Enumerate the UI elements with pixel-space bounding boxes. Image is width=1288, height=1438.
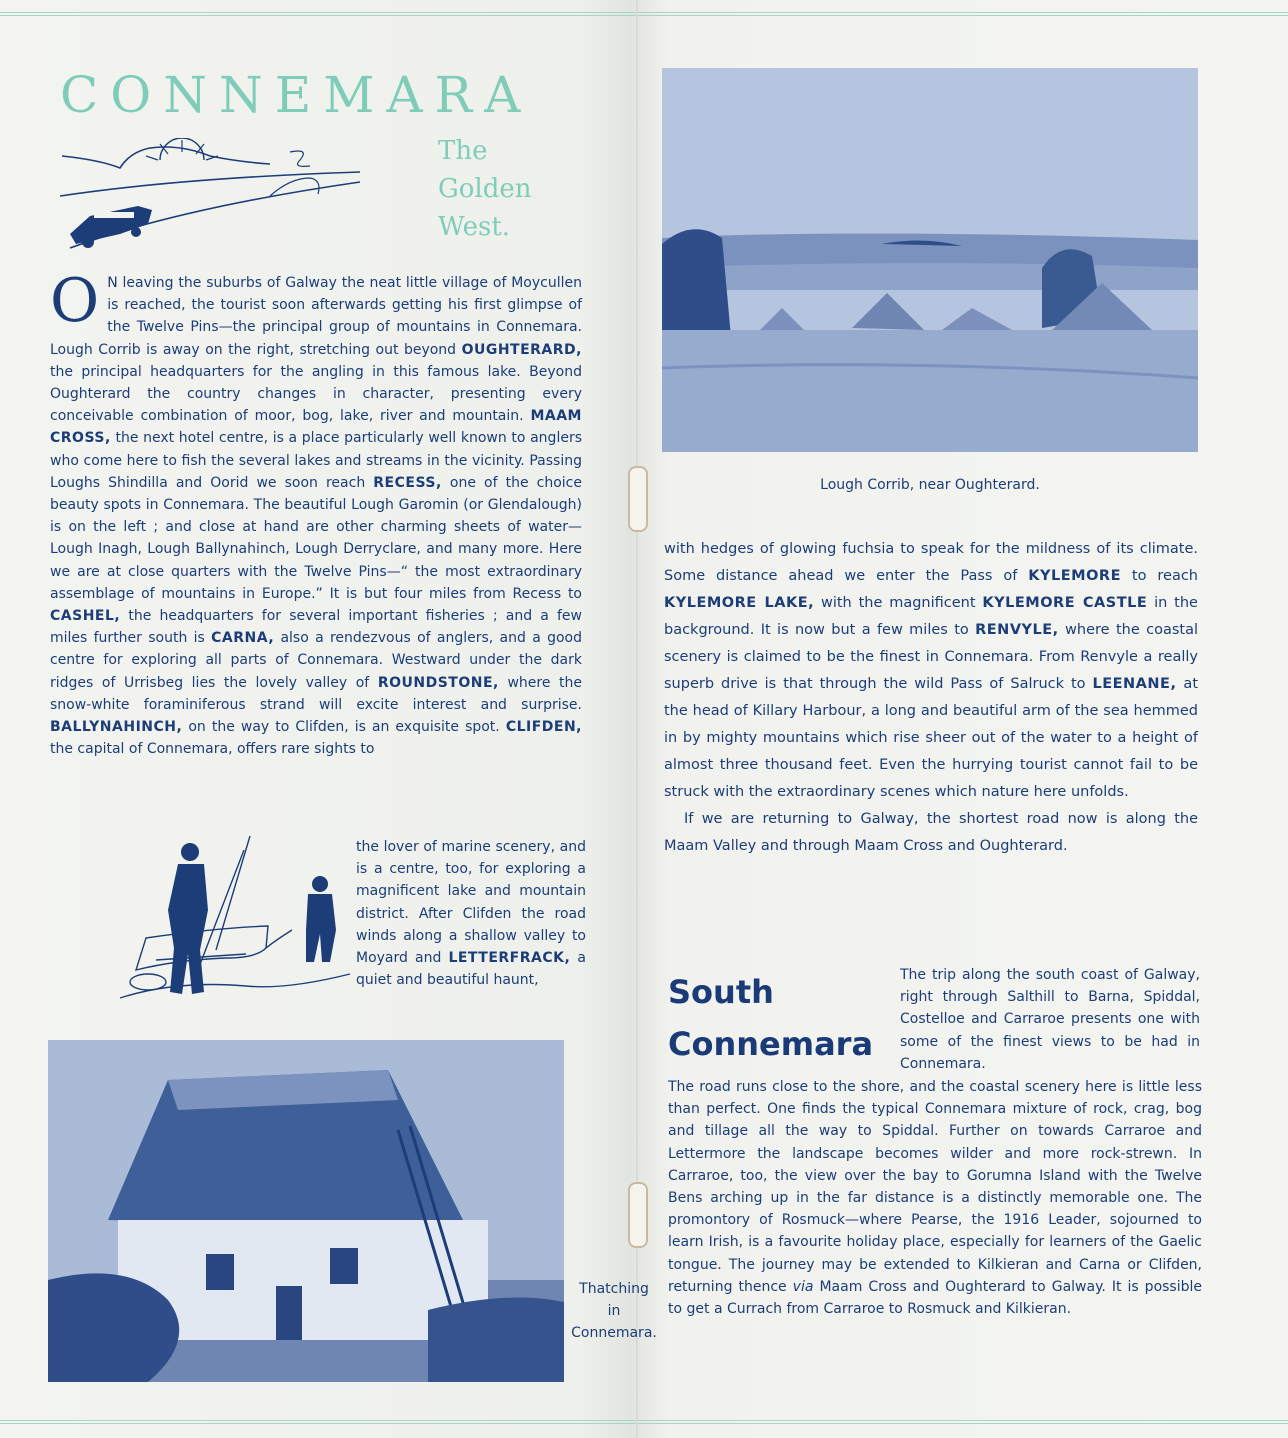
south-connemara-heading [668, 966, 873, 1070]
text-segment: Maam Cross and Oughterard to Galway. It is possible to get a Currach from Carraroe to Rosmuck and Kilkieran. [668, 1278, 1203, 1318]
place-leenane: LEENANE, [1092, 676, 1177, 692]
intro-segment: the principal headquarters for the angling in this famous lake. Beyond Oughterard the country changes in character, presenting every conceivable combination of moor, bog, lake, river and mountain. [50, 363, 582, 425]
heading-line: South [668, 973, 774, 1011]
place-clifden: CLIFDEN, [505, 719, 582, 736]
intro-segment: one of the choice beauty spots in Connemara. The beautiful Lough Garomin (or Glendalough) is on the left ; and close at hand are other charming sheets of water—Lough Inagh, Lough Ballynahinch, Lough Derryclare, and many more. Here we are at close quarters with the Twelve Pins—“ the most extraordinary assemblage of mountains in Europe.” It is but four miles from Recess to [50, 474, 582, 602]
south-intro-text: The trip along the south coast of Galway, right through Salthill to Barna, Spiddal, Costelloe and Carraroe presents one with some of the finest views to be had in Connemara. [900, 967, 1200, 1072]
south-body-text [668, 1076, 1202, 1320]
text-segment: at the head of Killary Harbour, a long and beautiful arm of the sea hemmed in by mighty mountains which rise sheer out of the water to a height of almost three thousand feet. Even the hurrying tourist cannot fail to be struck with the extraordinary scenes which nature here unfolds. [664, 676, 1199, 800]
subtitle-line: Golden [438, 174, 532, 204]
kylemore-text [664, 536, 1198, 860]
staple-bottom [628, 1182, 648, 1248]
road-sunrise-illustration [60, 138, 380, 258]
text-segment: The road runs close to the shore, and the coastal scenery here is little less than perfect. One finds the typical Connemara mixture of rock, crag, bog and tillage all the way to Spiddal. Further on towards Carraroe and Lettermore the landscape becomes wilder and more rock-strewn. In Carraroe, too, the view over the bay to Gorumna Island with the Twelve Bens arching up in the far distance is a distinctly memorable one. The promontory of Rosmuck—where Pearse, the 1916 Leader, sojourned to learn Irish, is a favourite holiday place, especially for learners of the Gaelic tongue. The journey may be extended to Kilkieran and Carna or Clifden, returning thence [668, 1079, 1202, 1295]
lough-photo-art [662, 68, 1198, 452]
bottom-border [0, 1420, 1288, 1424]
text-segment: a quiet and beautiful haunt, [356, 950, 586, 989]
intro-segment: the capital of Connemara, offers rare sights to [50, 741, 375, 758]
via-italic: via [792, 1278, 814, 1295]
return-paragraph: If we are returning to Galway, the shortest road now is along the Maam Valley and through Maam Cross and Oughterard. [664, 811, 1198, 854]
text-segment: the lover of marine scenery, and is a centre, too, for exploring a magnificent lake and mountain district. After Clifden the road winds along a shallow valley to Moyard and [356, 839, 586, 967]
place-letterfrack: LETTERFRACK, [448, 950, 571, 967]
place-cashel: CASHEL, [50, 608, 121, 625]
lough-caption: Lough Corrib, near Oughterard. [820, 477, 1040, 493]
cottage-caption [566, 1278, 662, 1344]
text-segment: with hedges of glowing fuchsia to speak for the mildness of its climate. Some distance ahead we enter the Pass of [664, 541, 1198, 584]
text-segment: to reach [1121, 568, 1198, 584]
page-title: CONNEMARA [60, 66, 533, 124]
place-kylemore-castle: KYLEMORE CASTLE [982, 595, 1148, 611]
intro-segment: where the snow-white foraminiferous strand will excite interest and surprise. [50, 674, 583, 713]
place-kylemore: KYLEMORE [1028, 568, 1121, 584]
intro-segment: N leaving the suburbs of Galway the neat little village of Moycullen is reached, the tourist soon afterwards getting his first glimpse of the Twelve Pins—the principal group of mountains in Connemara. Lough Corrib is away on the right, stretching out beyond [50, 275, 582, 358]
intro-segment: the next hotel centre, is a place particularly well known to anglers who come here to fish the several lakes and streams in the vicinity. Passing Loughs Shindilla and Oorid we soon reach [50, 430, 582, 491]
intro-segment: the headquarters for several important fisheries ; and a few miles further south is [50, 608, 582, 647]
text-segment: with the magnificent [814, 595, 983, 611]
place-ballynahinch: BALLYNAHINCH, [50, 719, 183, 736]
page-subtitle [438, 132, 532, 246]
place-maam-cross: MAAM CROSS, [50, 408, 582, 447]
drop-cap: O [50, 266, 100, 336]
anglers-illustration [116, 830, 352, 1010]
intro-segment: also a rendezvous of anglers, and a good centre for exploring all parts of Connemara. Westward under the dark ridges of Urrisbeg lies the lovely valley of [50, 630, 582, 691]
staple-top [628, 466, 648, 532]
subtitle-line: West. [438, 212, 511, 242]
place-oughterard: OUGHTERARD, [461, 341, 582, 358]
place-renvyle: RENVYLE, [975, 622, 1059, 638]
place-kylemore-lake: KYLEMORE LAKE, [664, 595, 815, 611]
place-roundstone: ROUNDSTONE, [377, 674, 499, 691]
caption-line: in [607, 1303, 621, 1319]
clifden-continued-text [356, 836, 586, 991]
caption-line: Connemara. [571, 1325, 657, 1341]
place-carna: CARNA, [211, 630, 275, 647]
intro-text [50, 266, 583, 760]
text-segment: where the coastal scenery is claimed to be the finest in Connemara. From Renvyle a really superb drive is that through the wild Pass of Salruck to [664, 622, 1198, 692]
heading-line: Connemara [668, 1025, 874, 1063]
caption-line: Thatching [579, 1281, 649, 1297]
intro-segment: on the way to Clifden, is an exquisite spot. [182, 719, 506, 736]
place-recess: RECESS, [373, 474, 442, 491]
photo-thatched-cottage [48, 1040, 564, 1382]
subtitle-line: The [438, 136, 488, 166]
text-segment: in the background. It is now but a few miles to [664, 595, 1198, 638]
cottage-photo-art [48, 1040, 564, 1382]
photo-lough-corrib [662, 68, 1198, 452]
top-border [0, 12, 1288, 16]
